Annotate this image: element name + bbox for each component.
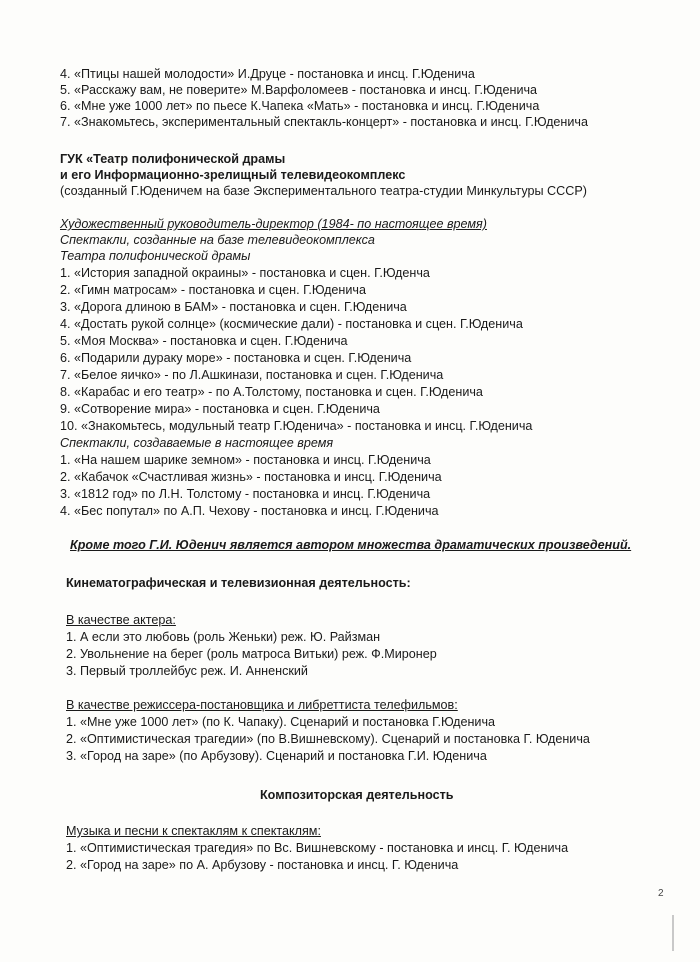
actor-heading: В качестве актера: xyxy=(66,613,176,627)
guk-title-line1: ГУК «Театр полифонической драмы xyxy=(60,152,286,166)
actor-item: 3. Первый троллейбус реж. И. Анненский xyxy=(66,664,308,678)
director-item: 5. «Моя Москва» - постановка и сцен. Г.Юденича xyxy=(60,334,348,348)
intro-item: 7. «Знакомьтесь, экспериментальный спектакль-концерт» - постановка и инсц. Г.Юденича xyxy=(60,115,588,129)
music-heading: Музыка и песни к спектаклям к спектаклям: xyxy=(66,824,321,838)
tv-director-heading: В качестве режиссера-постановщика и либреттиста телефильмов: xyxy=(66,698,458,712)
music-item: 1. «Оптимистическая трагедия» по Вс. Вишневскому - постановка и инсц. Г. Юденича xyxy=(66,841,569,855)
current-item: 4. «Бес попутал» по А.П. Чехову - постановка и инсц. Г.Юденича xyxy=(60,504,439,518)
intro-item: 4. «Птицы нашей молодости» И.Друце - постановка и инсц. Г.Юденича xyxy=(60,67,475,81)
director-item: 9. «Сотворение мира» - постановка и сцен. Г.Юденича xyxy=(60,402,380,416)
director-item: 4. «Достать рукой солнце» (космические дали) - постановка и сцен. Г.Юденича xyxy=(60,317,523,331)
actor-item: 2. Увольнение на берег (роль матроса Витьки) реж. Ф.Миронер xyxy=(66,647,437,661)
scan-edge-mark xyxy=(672,915,674,951)
actor-item: 1. А если это любовь (роль Женьки) реж. Ю. Райзман xyxy=(66,630,381,644)
director-item: 2. «Гимн матросам» - постановка и сцен. Г.Юденича xyxy=(60,283,366,297)
composer-heading: Композиторская деятельность xyxy=(260,788,454,802)
director-heading: Художественный руководитель-директор (1984- по настоящее время) xyxy=(60,217,487,231)
guk-title-line2: и его Информационно-зрелищный телевидеокомплекс xyxy=(60,168,406,182)
current-heading: Спектакли, создаваемые в настоящее время xyxy=(60,436,334,450)
director-item: 1. «История западной окраины» - постановка и сцен. Г.Юденча xyxy=(60,266,430,280)
director-item: 3. «Дорога длиною в БАМ» - постановка и сцен. Г.Юденича xyxy=(60,300,407,314)
cinema-heading: Кинематографическая и телевизионная деятельность: xyxy=(66,576,411,590)
intro-item: 5. «Расскажу вам, не поверите» М.Варфоломеев - постановка и инсц. Г.Юденича xyxy=(60,83,538,97)
director-item: 8. «Карабас и его театр» - по А.Толстому, постановка и сцен. Г.Юденича xyxy=(60,385,483,399)
music-item: 2. «Город на заре» по А. Арбузову - постановка и инсц. Г. Юденича xyxy=(66,858,459,872)
current-item: 3. «1812 год» по Л.Н. Толстому - постановка и инсц. Г.Юденича xyxy=(60,487,431,501)
director-sub2: Театра полифонической драмы xyxy=(60,249,251,263)
note: Кроме того Г.И. Юденич является автором множества драматических произведений. xyxy=(70,538,632,552)
page-number: 2 xyxy=(658,888,664,899)
director-sub1: Спектакли, созданные на базе телевидеокомплекса xyxy=(60,233,375,247)
director-item: 10. «Знакомьтесь, модульный театр Г.Юденича» - постановка и инсц. Г.Юденича xyxy=(60,419,533,433)
guk-subtitle: (созданный Г.Юденичем на базе Экспериментального театра-студии Минкультуры СССР) xyxy=(60,184,587,198)
director-item: 7. «Белое яичко» - по Л.Ашкинази, постановка и сцен. Г.Юденича xyxy=(60,368,444,382)
intro-item: 6. «Мне уже 1000 лет» по пьесе К.Чапека «Мать» - постановка и инсц. Г.Юденича xyxy=(60,99,540,113)
tv-director-item: 2. «Оптимистическая трагедии» (по В.Вишневскому). Сценарий и постановка Г. Юденича xyxy=(66,732,590,746)
director-item: 6. «Подарили дураку море» - постановка и сцен. Г.Юденича xyxy=(60,351,412,365)
current-item: 2. «Кабачок «Счастливая жизнь» - постановка и инсц. Г.Юденича xyxy=(60,470,442,484)
tv-director-item: 1. «Мне уже 1000 лет» (по К. Чапаку). Сценарий и постановка Г.Юденича xyxy=(66,715,496,729)
tv-director-item: 3. «Город на заре» (по Арбузову). Сценарий и постановка Г.И. Юденича xyxy=(66,749,487,763)
current-item: 1. «На нашем шарике земном» - постановка и инсц. Г.Юденича xyxy=(60,453,431,467)
